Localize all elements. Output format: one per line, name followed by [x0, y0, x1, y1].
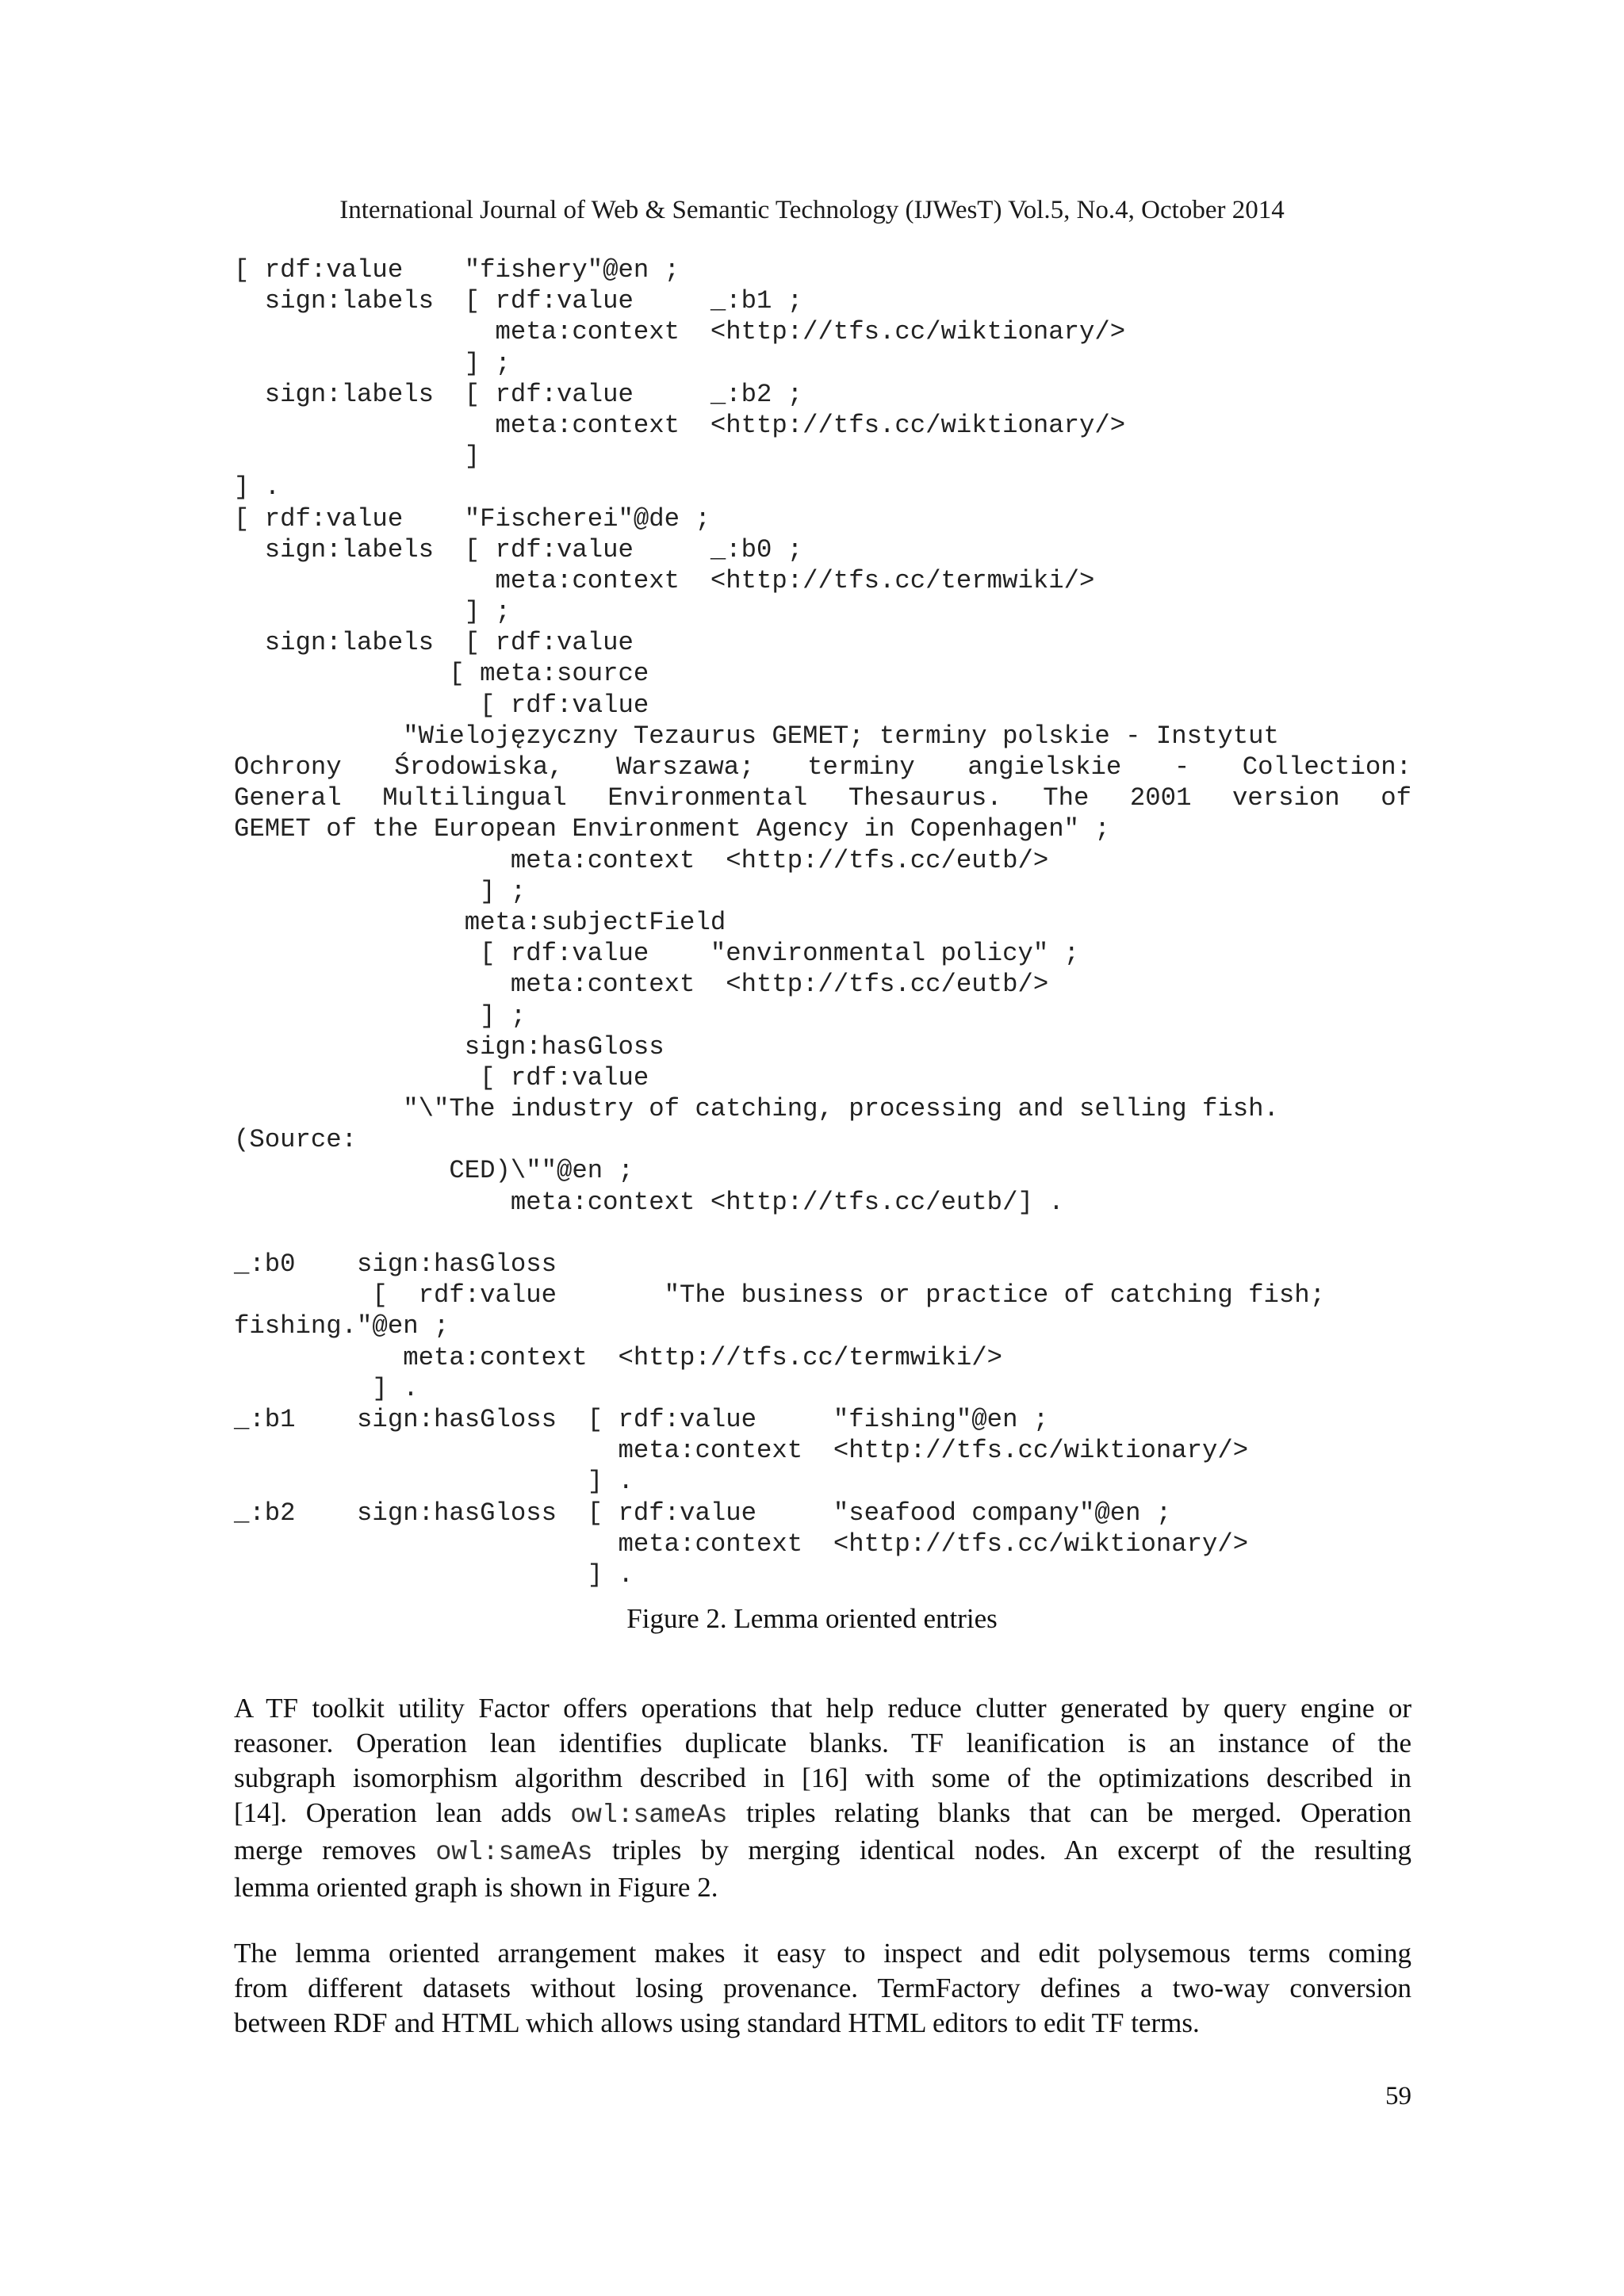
code-line: General Multilingual Environmental Thesaurus. The 2001 version of: [234, 783, 1411, 813]
code-line: "Wielojęzyczny Tezaurus GEMET; terminy polskie - Instytut: [234, 721, 1279, 751]
code-line: CED)\""@en ;: [234, 1156, 634, 1186]
code-line: meta:context <http://tfs.cc/wiktionary/>: [234, 410, 1126, 440]
code-line: _:b1 sign:hasGloss [ rdf:value "fishing"@en ;: [234, 1404, 1049, 1434]
code-line: [ rdf:value "environmental policy" ;: [234, 939, 1079, 969]
code-line: sign:hasGloss: [234, 1031, 665, 1062]
code-line: meta:context <http://tfs.cc/wiktionary/>: [234, 1529, 1249, 1559]
code-line: meta:context <http://tfs.cc/wiktionary/>: [234, 317, 1126, 347]
code-line: "\"The industry of catching, processing and selling fish.: [234, 1094, 1279, 1124]
paragraph-line: [234, 1796, 1411, 1833]
code-line: [ rdf:value: [234, 1062, 649, 1093]
code-line: [ rdf:value "The business or practice of catching fish;: [234, 1280, 1326, 1311]
code-line: ] .: [234, 1559, 634, 1590]
code-line: meta:context <http://tfs.cc/eutb/>: [234, 970, 1049, 1000]
code-line: ] .: [234, 473, 281, 503]
paragraph-lemma-arrangement: [234, 1936, 1411, 2041]
code-line: (Source:: [234, 1125, 358, 1155]
paragraph-text: triples by merging identical nodes. An excerpt of the resulting: [611, 1835, 1412, 1866]
code-line: meta:context <http://tfs.cc/wiktionary/>: [234, 1436, 1249, 1466]
code-line: [ rdf:value "fishery"@en ;: [234, 255, 680, 285]
code-line: meta:context <http://tfs.cc/eutb/>: [234, 845, 1049, 875]
code-line: sign:labels [ rdf:value: [234, 628, 634, 658]
paragraph-line: subgraph isomorphism algorithm described in [16] with some of the optimizations described in: [234, 1762, 1411, 1793]
paragraph-line: lemma oriented graph is shown in Figure 2.: [234, 1872, 718, 1903]
paragraph-line: A TF toolkit utility Factor offers operations that help reduce clutter generated by query engine or: [234, 1693, 1411, 1724]
code-line: sign:labels [ rdf:value _:b2 ;: [234, 379, 803, 409]
paragraph-line: reasoner. Operation lean identifies duplicate blanks. TF leanification is an instance of the: [234, 1728, 1411, 1758]
code-line: [ rdf:value: [234, 690, 649, 720]
paragraph-factor-operations: [234, 1691, 1411, 1905]
paragraph-line: [234, 1833, 1411, 1870]
turtle-code-listing: [234, 254, 1411, 1590]
code-line: meta:context <http://tfs.cc/eutb/] .: [234, 1187, 1064, 1217]
code-line: _:b2 sign:hasGloss [ rdf:value "seafood company"@en ;: [234, 1498, 1172, 1528]
figure-caption: Figure 2. Lemma oriented entries: [626, 1603, 998, 1634]
paragraph-line: between RDF and HTML which allows using standard HTML editors to edit TF terms.: [234, 2007, 1200, 2038]
code-line: [ rdf:value "Fischerei"@de ;: [234, 503, 710, 534]
paragraph-text: triples relating blanks that can be merged. Operation: [746, 1797, 1411, 1828]
inline-code-owl-sameas: owl:sameAs: [570, 1800, 728, 1830]
paragraph-line: from different datasets without losing provenance. TermFactory defines a two-way conversion: [234, 1973, 1411, 2003]
code-line: meta:context <http://tfs.cc/termwiki/>: [234, 1342, 1003, 1372]
code-line: sign:labels [ rdf:value _:b0 ;: [234, 534, 803, 564]
code-line: sign:labels [ rdf:value _:b1 ;: [234, 286, 803, 316]
paragraph-line: The lemma oriented arrangement makes it easy to inspect and edit polysemous terms coming: [234, 1938, 1411, 1969]
code-line: fishing."@en ;: [234, 1311, 450, 1341]
page-number: 59: [1385, 2082, 1411, 2110]
code-line: ] ;: [234, 597, 511, 627]
code-line: ] .: [234, 1467, 634, 1497]
code-line: ]: [234, 442, 481, 472]
code-line: _:b0 sign:hasGloss: [234, 1249, 557, 1279]
code-line: [ meta:source: [234, 659, 649, 689]
paragraph-text: [14]. Operation lean adds: [234, 1797, 552, 1828]
code-line: GEMET of the European Environment Agency in Copenhagen" ;: [234, 814, 1110, 844]
code-line: ] ;: [234, 1001, 527, 1031]
paragraph-text: merge removes: [234, 1835, 416, 1866]
journal-header: International Journal of Web & Semantic Technology (IJWesT) Vol.5, No.4, October 2014: [339, 196, 1285, 224]
inline-code-owl-sameas: owl:sameAs: [435, 1838, 593, 1867]
code-line: ] ;: [234, 348, 511, 378]
code-line: meta:context <http://tfs.cc/termwiki/>: [234, 565, 1095, 595]
code-line: meta:subjectField: [234, 907, 726, 937]
code-line: Ochrony Środowiska, Warszawa; terminy angielskie - Collection:: [234, 752, 1411, 782]
code-line: ] ;: [234, 876, 527, 906]
code-line: ] .: [234, 1373, 419, 1403]
